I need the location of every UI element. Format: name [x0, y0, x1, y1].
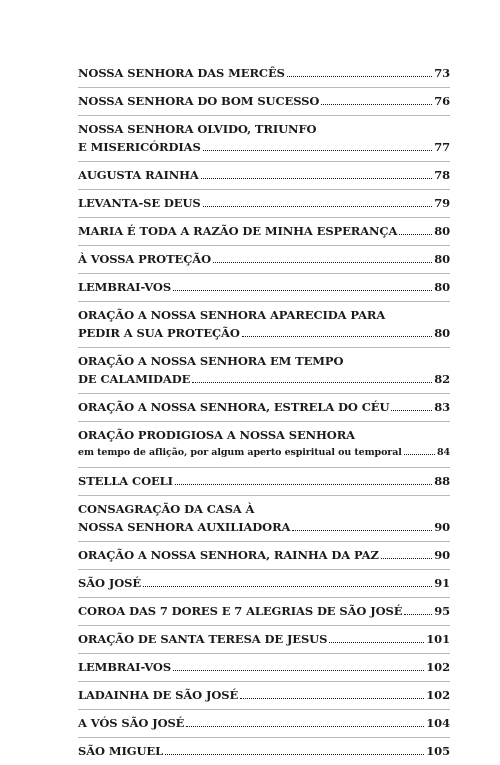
dot-leader: [240, 689, 424, 699]
toc-entry-line: [78, 574, 450, 592]
toc-page-number: 82: [434, 372, 450, 386]
toc-entry: [78, 274, 450, 302]
toc-entry-line: [78, 714, 450, 732]
dot-leader: [165, 745, 424, 755]
toc-entry: [78, 190, 450, 218]
toc-entry-line: [78, 250, 450, 268]
toc-entry-line: [78, 546, 450, 564]
dot-leader: [321, 95, 432, 105]
toc-entry-title: STELLA COELI: [78, 474, 173, 488]
toc-entry: [78, 626, 450, 654]
toc-entry-line: [78, 166, 450, 184]
toc-entry-title: NOSSA SENHORA DAS MERCÊS: [78, 66, 285, 80]
toc-entry: [78, 162, 450, 190]
toc-page-number: 102: [426, 660, 450, 674]
toc-page-number: 104: [426, 716, 450, 730]
toc-entry-title: À VOSSA PROTEÇÃO: [78, 252, 211, 266]
toc-entry: [78, 654, 450, 682]
toc-entry-line: [78, 518, 450, 536]
toc-entry-line: [78, 444, 450, 462]
dot-leader: [143, 577, 432, 587]
toc-page-number: 80: [434, 252, 450, 266]
toc-entry-line: [78, 426, 450, 444]
toc-entry: [78, 496, 450, 542]
toc-page-number: 78: [434, 168, 450, 182]
toc-entry-title: SÃO JOSÉ: [78, 576, 141, 590]
toc-entry-title: AUGUSTA RAINHA: [78, 168, 199, 182]
toc-page-number: 90: [434, 548, 450, 562]
toc-entry: [78, 598, 450, 626]
toc-entry-title: ORAÇÃO DE SANTA TERESA DE JESUS: [78, 632, 328, 646]
toc-page-number: 105: [426, 744, 450, 758]
toc-page-number: 95: [434, 604, 450, 618]
toc-entry-title: ORAÇÃO A NOSSA SENHORA EM TEMPO: [78, 354, 344, 368]
toc-entry-line: [78, 92, 450, 110]
toc-entry: [78, 710, 450, 738]
toc-entry: [78, 88, 450, 116]
toc-entry-line: [78, 194, 450, 212]
toc-entry-line: [78, 352, 450, 370]
toc-page-number: 101: [426, 632, 450, 646]
toc-page-number: 80: [434, 224, 450, 238]
toc-page-number: 91: [434, 576, 450, 590]
toc-entry-line: [78, 398, 450, 416]
toc-entry-title: SÃO MIGUEL: [78, 744, 164, 758]
toc-entry: [78, 738, 450, 765]
toc-entry-title: LEVANTA-SE DEUS: [78, 196, 201, 210]
toc-entry-title: COROA DAS 7 DORES E 7 ALEGRIAS DE SÃO JOSÉ: [78, 604, 403, 618]
toc-entry-title: NOSSA SENHORA DO BOM SUCESSO: [78, 94, 320, 108]
toc-page-number: 76: [434, 94, 450, 108]
toc-entry-title: PEDIR A SUA PROTEÇÃO: [78, 326, 240, 340]
toc-entry: [78, 422, 450, 468]
toc-page-number: 84: [436, 447, 450, 458]
toc-entry-line: [78, 630, 450, 648]
toc-page-number: 88: [434, 474, 450, 488]
toc-entry-title: CONSAGRAÇÃO DA CASA À: [78, 502, 255, 516]
toc-entry: [78, 60, 450, 88]
toc-entry-title: em tempo de aflição, por algum aperto espiritual ou temporal: [78, 447, 402, 458]
toc-entry: [78, 116, 450, 162]
toc-entry-title: ORAÇÃO A NOSSA SENHORA, ESTRELA DO CÉU: [78, 400, 390, 414]
toc-entry-title: ORAÇÃO PRODIGIOSA A NOSSA SENHORA: [78, 428, 356, 442]
toc-entry-line: [78, 500, 450, 518]
dot-leader: [203, 197, 433, 207]
toc-entry-line: [78, 370, 450, 388]
toc-entry-line: [78, 658, 450, 676]
toc-entry: [78, 682, 450, 710]
dot-leader: [404, 605, 432, 615]
toc-entry-title: NOSSA SENHORA AUXILIADORA: [78, 520, 291, 534]
toc-entry-line: [78, 222, 450, 240]
toc-entry-title: E MISERICÓRDIAS: [78, 140, 201, 154]
toc-entry: [78, 570, 450, 598]
dot-leader: [213, 253, 432, 263]
toc-page-number: 79: [434, 196, 450, 210]
dot-leader: [186, 717, 424, 727]
toc-entry-title: ORAÇÃO A NOSSA SENHORA APARECIDA PARA: [78, 308, 386, 322]
toc-entry-title: LEMBRAI-VOS: [78, 660, 172, 674]
toc-entry-title: ORAÇÃO A NOSSA SENHORA, RAINHA DA PAZ: [78, 548, 379, 562]
toc-page-number: 102: [426, 688, 450, 702]
dot-leader: [404, 445, 435, 455]
dot-leader: [391, 401, 432, 411]
toc-page-number: 80: [434, 280, 450, 294]
toc-entry-line: [78, 686, 450, 704]
toc-entry-line: [78, 472, 450, 490]
toc-entry-line: [78, 742, 450, 760]
toc-entry-line: [78, 120, 450, 138]
toc-page-number: 77: [434, 140, 450, 154]
toc-page-number: 90: [434, 520, 450, 534]
toc-entry-line: [78, 306, 450, 324]
dot-leader: [192, 373, 432, 383]
toc-entry-title: DE CALAMIDADE: [78, 372, 191, 386]
dot-leader: [173, 661, 424, 671]
dot-leader: [201, 169, 432, 179]
dot-leader: [381, 549, 432, 559]
toc-entry-line: [78, 602, 450, 620]
dot-leader: [203, 141, 432, 151]
toc-entry: [78, 468, 450, 496]
dot-leader: [242, 327, 432, 337]
dot-leader: [399, 225, 432, 235]
toc-entry: [78, 218, 450, 246]
toc-entry-line: [78, 324, 450, 342]
dot-leader: [292, 521, 432, 531]
toc-entry: [78, 348, 450, 394]
table-of-contents: [78, 60, 450, 765]
toc-entry: [78, 394, 450, 422]
toc-entry: [78, 542, 450, 570]
toc-entry-title: NOSSA SENHORA OLVIDO, TRIUNFO: [78, 122, 317, 136]
toc-page-number: 83: [434, 400, 450, 414]
toc-page-number: 80: [434, 326, 450, 340]
toc-entry-title: A VÓS SÃO JOSÉ: [78, 716, 185, 730]
toc-entry-title: LEMBRAI-VOS: [78, 280, 172, 294]
toc-entry-line: [78, 64, 450, 82]
toc-entry-title: LADAINHA DE SÃO JOSÉ: [78, 688, 239, 702]
toc-entry-title: MARIA É TODA A RAZÃO DE MINHA ESPERANÇA: [78, 224, 398, 238]
dot-leader: [175, 475, 432, 485]
dot-leader: [287, 67, 432, 77]
toc-entry-line: [78, 138, 450, 156]
dot-leader: [329, 633, 424, 643]
toc-entry: [78, 246, 450, 274]
toc-entry-line: [78, 278, 450, 296]
dot-leader: [173, 281, 432, 291]
toc-entry: [78, 302, 450, 348]
toc-page-number: 73: [434, 66, 450, 80]
